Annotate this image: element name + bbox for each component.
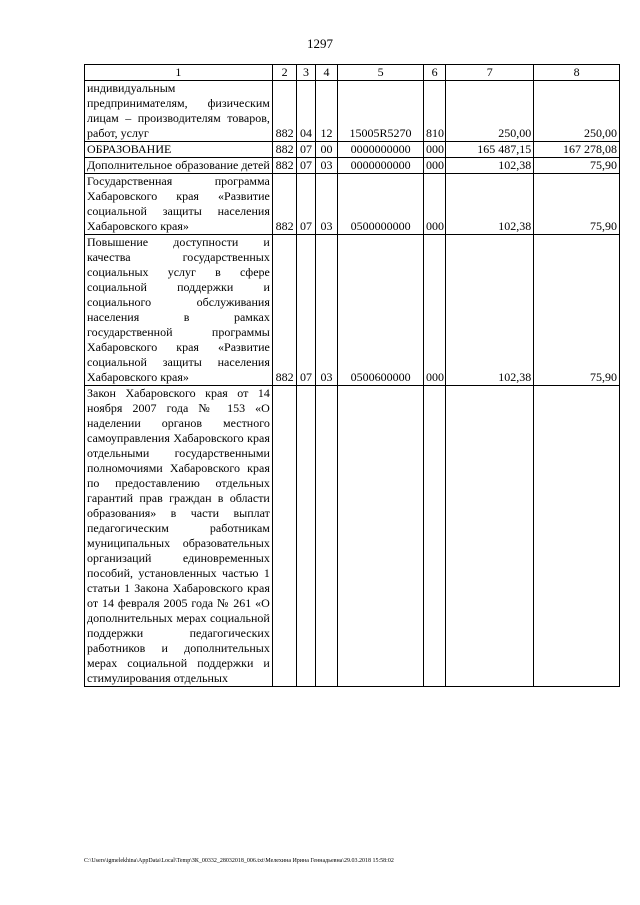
row-expense-type: 000: [423, 174, 445, 235]
row-target-article: 0000000000: [338, 158, 424, 174]
footer-file-path: C:\Users\igmelekhina\AppData\Local\Temp\ЗК_00332_28032018_006.txt\Мелехина Ирина Геннадьевна\29.03.2018 15:58:02: [84, 858, 394, 864]
row-subsection: 03: [315, 174, 337, 235]
row-amount-1: 102,38: [446, 174, 534, 235]
header-cell-7: 7: [446, 65, 534, 81]
row-name: Дополнительное образование детей: [85, 158, 273, 174]
row-admin-code: 882: [272, 235, 297, 386]
row-target-article: 0500600000: [338, 235, 424, 386]
table-row: [85, 158, 620, 174]
row-amount-1: 165 487,15: [446, 142, 534, 158]
header-row: [85, 65, 620, 81]
budget-table: [84, 64, 620, 687]
row-expense-type: [423, 386, 445, 687]
header-cell-1: 1: [85, 65, 273, 81]
header-cell-8: 8: [534, 65, 620, 81]
row-subsection: [315, 386, 337, 687]
header-cell-3: 3: [297, 65, 315, 81]
row-expense-type: 000: [423, 142, 445, 158]
row-admin-code: 882: [272, 142, 297, 158]
row-target-article: 0500000000: [338, 174, 424, 235]
table-row: [85, 386, 620, 687]
row-section: 07: [297, 174, 315, 235]
header-cell-6: 6: [423, 65, 445, 81]
row-name: ОБРАЗОВАНИЕ: [85, 142, 273, 158]
row-amount-2: 75,90: [534, 235, 620, 386]
row-admin-code: [272, 386, 297, 687]
header-cell-5: 5: [338, 65, 424, 81]
row-amount-2: 75,90: [534, 174, 620, 235]
row-name: Повышение доступности и качества государственных социальных услуг в сфере социальной поддержки и социального обслуживания населения в рамках государственной программы Хабаровского края «Развитие социальной защиты населения Хабаровского края»: [85, 235, 273, 386]
row-expense-type: 000: [423, 158, 445, 174]
row-expense-type: 000: [423, 235, 445, 386]
row-subsection: 03: [315, 235, 337, 386]
table-row: [85, 174, 620, 235]
row-name: индивидуальным предпринимателям, физическим лицам – производителям товаров, работ, услуг: [85, 81, 273, 142]
row-target-article: [338, 386, 424, 687]
table-row: [85, 235, 620, 386]
row-section: [297, 386, 315, 687]
row-name: Закон Хабаровского края от 14 ноября 2007 года № 153 «О наделении органов местного самоуправления Хабаровского края отдельными государственными полномочиями Хабаровского края по предоставлению отдельных гарантий прав граждан в области образования» в части выплат педагогическим работникам муниципальных образовательных организаций единовременных пособий, установленных частью 1 статьи 1 Закона Хабаровского края от 14 февраля 2005 года № 261 «О дополнительных мерах социальной поддержки педагогических работников и дополнительных мерах социальной поддержки и стимулирования отдельных: [85, 386, 273, 687]
row-section: 07: [297, 142, 315, 158]
table-row: [85, 81, 620, 142]
row-subsection: 00: [315, 142, 337, 158]
row-admin-code: 882: [272, 81, 297, 142]
row-amount-1: 250,00: [446, 81, 534, 142]
row-admin-code: 882: [272, 158, 297, 174]
row-section: 07: [297, 158, 315, 174]
row-amount-2: 75,90: [534, 158, 620, 174]
row-subsection: 03: [315, 158, 337, 174]
header-cell-2: 2: [272, 65, 297, 81]
row-section: 04: [297, 81, 315, 142]
row-target-article: 0000000000: [338, 142, 424, 158]
row-section: 07: [297, 235, 315, 386]
row-amount-2: 167 278,08: [534, 142, 620, 158]
row-amount-1: [446, 386, 534, 687]
row-expense-type: 810: [423, 81, 445, 142]
page-number: 1297: [307, 36, 333, 51]
row-target-article: 15005R5270: [338, 81, 424, 142]
row-amount-2: 250,00: [534, 81, 620, 142]
row-admin-code: 882: [272, 174, 297, 235]
table-row: [85, 142, 620, 158]
header-cell-4: 4: [315, 65, 337, 81]
row-amount-1: 102,38: [446, 158, 534, 174]
row-amount-2: [534, 386, 620, 687]
row-subsection: 12: [315, 81, 337, 142]
row-amount-1: 102,38: [446, 235, 534, 386]
row-name: Государственная программа Хабаровского края «Развитие социальной защиты населения Хабаровского края»: [85, 174, 273, 235]
